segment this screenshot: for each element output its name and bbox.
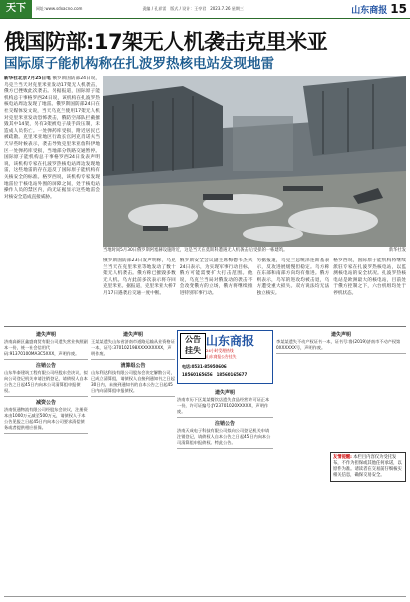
notice-text: 济南高新区鑫盛商贸有限公司遗失营业执照副本一份，统一社会信用代码:91370100MA3C5XXX，声明作废。: [4, 339, 88, 356]
subheadline: 国际原子能机构称在扎波罗热核电站发现地雷: [4, 56, 274, 72]
paper-logo: 山东商报: [351, 5, 388, 16]
caption-text: 当地时间5月30日俄罗斯阿塞赫设施附近，这是当天在莫斯科遭遇无人机袭击后受损的一栋建筑。: [103, 248, 288, 253]
lead-body: 俄罗斯国防部24日说，乌克兰当天对克里米亚发动17架无人机袭击，俄方已挫败此次袭击。另据报道，国际原子能机构总干事格罗西24日说，该机构在扎波罗热核电站周边发现了地雷。俄罗斯国防部24日在社交媒体发文说，当天乌克兰使用17架无人机对克里米亚发动恐怖袭击，俄防空部队拦截摧毁其中14架，另有3架被电子战手段压制，未造成人员伤亡。一处弹药库受损，附近居民已被疏散。克里米亚地区行政长官阿克肖诺夫当天早些时候表示，袭击导致克里米亚詹科伊地区一处弹药库受损，当地部分铁路交通暂停。国际原子能机构总干事格罗西24日发表声明说，该机构专家在扎波罗热核电站周边发现地雷，这些地雷的存在违反了国际原子能机构有关核安全的标准。格罗西说，该机构专家发现地雷位于核电站外围的屏障之间，处于核电站操作人员的禁区内，尚无证据显示这些地雷会对核安全造成直接威胁。: [4, 76, 100, 200]
page-bottom-rule: [4, 596, 406, 597]
section-divider: [4, 326, 406, 327]
article-columns: [103, 258, 406, 324]
notice-title: 注销公告: [35, 363, 56, 369]
notice-text: 王某某遗失山东省济南市道路运输从业资格证一本，证号:370102198XXXXXXXXX，声明作废。: [91, 339, 175, 356]
notice-column-4: [276, 330, 406, 448]
notice-item: [91, 332, 175, 360]
notice-column-1: [4, 330, 88, 600]
notice-text: 济南市历下区某某餐饮店遗失食品经营许可证正本一份，许可证编号:JY23701020XXXXX，声明作废。: [177, 397, 270, 414]
section-label: 天下: [0, 0, 32, 18]
notice-item: [177, 390, 273, 418]
ad-phone: 电话:0531-85950606: [182, 364, 227, 369]
photo-caption: [103, 248, 406, 254]
notice-title: 注销公告: [214, 421, 235, 427]
notice-text: 济南恒通物流有限公司经股东会决议，注册资本由1000万元减至500万元，请债权人于本公告见报之日起45日内向本公司要求清偿债务或者提供相应担保。: [4, 407, 88, 430]
header-info: 责编 / 孔祥雷 版式 / 设计：王亭君 2023.7.26 星期三: [142, 6, 244, 11]
notice-column-2: [91, 330, 175, 600]
notice-item: [4, 332, 88, 360]
notice-item: [91, 363, 175, 397]
notice-title: 清算组公告: [120, 363, 146, 369]
notice-title: 遗失声明: [122, 332, 143, 338]
ad-title: 公告 挂失: [180, 333, 206, 359]
article-column: 格罗西说，国际原子能机构将继续派驻专家在扎波罗热核电站，以监测核电站的安全状况。扎波罗热核电站是欧洲最大的核电站，目前处于俄方控制之下，六台机组均处于停机状态。: [333, 258, 406, 296]
ad-hotline: 24小时受理热线: [206, 348, 234, 353]
dateline: 新华社北京7月25日电: [4, 76, 51, 81]
disclaimer-box: [330, 452, 406, 482]
notice-text: 山东华泰建筑工程有限公司经股东会决议，拟向公司登记机关申请注销登记，请债权人自本公告之日起45日内向本公司清算组申报债权。: [4, 370, 88, 393]
disclaimer-text: 本栏目内容仅为受托发布，不作为担保或其他任何承诺，以原件为准。请读者在交易前仔细核实相关信息，确保交易安全。: [333, 455, 402, 478]
article-column: 另据报道，乌克兰总统泽连斯基表示，反攻进展缓慢但稳定。乌方称在东部和南部方向均有推进。俄方则表示，乌军的进攻均被击退，乌方遭受重大损失。双方说法均无法独立核实。: [256, 258, 330, 296]
site-url: 网址:www.sdxacno.com: [36, 6, 83, 11]
photo-credit: 新华社发: [388, 248, 406, 253]
article-column: 俄罗斯安全会议副主席梅德韦杰夫24日表示，为实现军事行动目标，俄方可能需要扩大打击范围。他说，乌克兰当局对俄发动的袭击不会改变俄方的立场，俄方将继续推进特别军事行动。: [179, 258, 253, 296]
notice-item: [4, 363, 88, 397]
news-photo: [103, 76, 406, 247]
article-column: 俄罗斯国防部23日发声明称，乌克兰当天在克里米亚等地发动了数十架无人机袭击。俄方称已摧毁多数无人机。乌方此前多次表示将夺回克里米亚。据报道，克里米亚大桥7月17日遇袭后交通一度中断。: [103, 258, 176, 296]
notice-title: 遗失声明: [35, 332, 56, 338]
notice-title: 遗失声明: [330, 332, 351, 338]
disclaimer-label: 友情提醒:: [333, 455, 352, 460]
damaged-building-photo: [103, 76, 406, 247]
paper-brand: [351, 2, 410, 16]
page-number: 15: [390, 2, 407, 16]
notice-item: [4, 400, 88, 434]
notice-text: 山东利达科技有限公司股东会决定解散公司，已成立清算组，请债权人自接到通知书之日起30日内，未接到通知书的自本公告之日起45日内向清算组申报债权。: [91, 370, 175, 393]
ad-service: 山东商报公告挂失: [206, 354, 237, 359]
notice-advert: [177, 330, 273, 384]
notice-title: 减资公告: [35, 400, 56, 406]
notice-item: [177, 421, 273, 449]
ad-logo: 山东商报: [206, 334, 255, 348]
ad-mobile: 18560165656 18560165677: [182, 372, 248, 377]
notice-item: [276, 332, 406, 354]
lead-text: [4, 76, 100, 201]
page-header: [0, 0, 410, 19]
notice-column-3: [177, 388, 273, 594]
notice-text: 李某某遗失不动产权证书一本，证书号:鲁(2019)济南市不动产权第0XXXXXX号，声明作废。: [276, 339, 401, 350]
notice-text: 济南天成电子科技有限公司拟向公司登记机关申请注销登记，请债权人自本公告之日起45日内向本公司清算组申报债权。特此公告。: [177, 428, 271, 445]
headline: 俄国防部:17架无人机袭击克里米亚: [4, 30, 328, 54]
notice-title: 遗失声明: [214, 390, 235, 396]
